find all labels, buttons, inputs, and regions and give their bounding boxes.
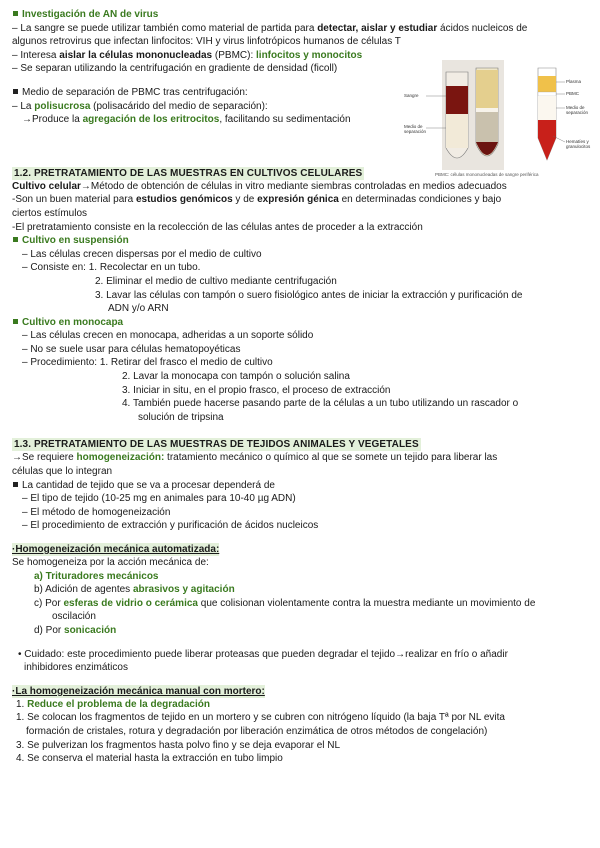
schematic-tube-icon xyxy=(538,68,556,160)
bullet-square-icon xyxy=(13,319,18,324)
text-line: – La sangre se puede utilizar también como material de partida para detectar, aislar y estudiar ácidos nucleicos de xyxy=(12,22,528,34)
text-line: – Las células crecen dispersas por el medio de cultivo xyxy=(22,248,262,260)
text-line: -El pretratamiento consiste en la recolección de las células antes de proceder a la extracción xyxy=(12,221,423,233)
bullet-square-icon xyxy=(13,482,18,487)
text-line: – La polisucrosa (polisacárido del medio de separación): xyxy=(12,100,268,112)
bullet-square-icon xyxy=(13,11,18,16)
text-line: – Interesa aislar la células mononucleadas (PBMC): linfocitos y monocitos xyxy=(12,49,363,61)
text-line: 4. También puede hacerse pasando parte de la células a un tubo utilizando un rascador o xyxy=(122,398,519,410)
text-line: ADN y/o ARN xyxy=(108,303,169,315)
label-medio-separacion-2: Medio de separación xyxy=(566,105,589,115)
bullet-square-icon xyxy=(13,237,18,242)
text-line: b) Adición de agentes abrasivos y agitación xyxy=(34,584,235,596)
text-line: Medio de separación de PBMC tras centrifugación: xyxy=(12,86,590,100)
subsection-monocapa: Cultivo en monocapa xyxy=(12,316,590,330)
bullet-square-icon xyxy=(13,89,18,94)
text-line: – Las células crecen en monocapa, adheridas a un soporte sólido xyxy=(22,330,314,342)
text-line: 2. Eliminar el medio de cultivo mediante centrifugación xyxy=(95,275,337,287)
tube-after-icon xyxy=(476,68,498,156)
text-line: – No se suele usar para células hematopoyéticas xyxy=(22,343,241,355)
text-line: a) Trituradores mecánicos xyxy=(34,570,159,582)
label-hematies: Hematíes y granulocitos xyxy=(566,139,591,149)
text-line: -Son un buen material para estudios genómicos y de expresión génica en determinadas condiciones y bajo xyxy=(12,194,502,206)
text-line: células que lo integran xyxy=(12,466,113,478)
text-line: →Se requiere homogeneización: tratamiento mecánico o químico al que se somete un tejido para liberar las xyxy=(12,452,498,464)
text-line: 3. Lavar las células con tampón o suero fisiológico antes de iniciar la extracción y purificación de xyxy=(95,289,523,301)
subheading-mortero: ·La homogeneización mecánica manual con mortero: xyxy=(12,685,265,697)
text-line: 1. Se colocan los fragmentos de tejido en un mortero y se cubren con nitrógeno líquido (la baja Tª por NL evita xyxy=(16,712,505,724)
text-line: – Consiste en: 1. Recolectar en un tubo. xyxy=(22,262,201,274)
text-line: – Se separan utilizando la centrifugación en gradiente de densidad (ficoll) xyxy=(12,63,338,75)
text-line: 3. Iniciar in situ, en el propio frasco, el proceso de extracción xyxy=(122,384,391,396)
text-line: La cantidad de tejido que se va a procesar dependerá de xyxy=(12,479,590,493)
text-line: c) Por esferas de vidrio o cerámica que colisionan violentamente contra la muestra mediante un movimiento de xyxy=(34,597,536,609)
text-line: – Procedimiento: 1. Retirar del frasco el medio de cultivo xyxy=(22,357,273,369)
label-pbmc: PBMC xyxy=(566,91,580,96)
text-line: inhibidores enzimáticos xyxy=(24,662,128,674)
label-medio-separacion: Medio de separación xyxy=(404,124,427,134)
text-line: – El procedimiento de extracción y purificación de ácidos nucleicos xyxy=(22,520,319,532)
text-line: algunos retrovirus que infectan linfocitos: VIH y virus linfotrópicos humanos de células T xyxy=(12,36,401,48)
text-line: 4. Se conserva el material hasta la extracción en tubo limpio xyxy=(16,753,283,765)
tubes-illustration xyxy=(400,60,590,172)
text-line: solución de tripsina xyxy=(138,411,224,423)
pbmc-tubes-figure xyxy=(400,60,590,180)
text-line: ciertos estímulos xyxy=(12,207,88,219)
text-line: formación de cristales, rotura y degradación por liberación enzimática de otros métodos de congelación) xyxy=(26,725,488,737)
tube-before-icon xyxy=(446,72,468,158)
subheading-automatizada: ·Homogeneización mecánica automatizada: xyxy=(12,544,220,555)
section-heading-cultivos: 1.2. PRETRATAMIENTO DE LAS MUESTRAS EN CULTIVOS CELULARES xyxy=(14,167,363,179)
text-line: d) Por sonicación xyxy=(34,624,117,636)
text-line: 2. Lavar la monocapa con tampón o solución salina xyxy=(122,371,350,383)
label-sangre: Sangre xyxy=(404,93,419,98)
text-line: • Cuidado: este procedimiento puede liberar proteasas que pueden degradar el tejido→realizar en frío o añadir xyxy=(18,648,508,660)
text-line: Cultivo celular→Método de obtención de células in vitro mediante siembras controladas en medios adecuados xyxy=(12,180,507,192)
text-line: 1. Reduce el problema de la degradación xyxy=(16,698,210,710)
text-line: oscilación xyxy=(52,611,96,623)
figure-caption: PBMC: células mononucleadas de sangre periférica xyxy=(435,172,539,177)
text-line: 3. Se pulverizan los fragmentos hasta polvo fino y se deja evaporar el NL xyxy=(16,739,341,751)
text-line: – El método de homogeneización xyxy=(22,506,171,518)
text-line: →Produce la agregación de los eritrocitos, facilitando su sedimentación xyxy=(22,114,351,126)
text-line: Se homogeneiza por la acción mecánica de: xyxy=(12,557,209,568)
section-heading-tejidos: 1.3. PRETRATAMIENTO DE LAS MUESTRAS DE TEJIDOS ANIMALES Y VEGETALES xyxy=(14,439,419,451)
section-virus-title: Investigación de AN de virus xyxy=(12,8,590,22)
label-plasma: Plasma xyxy=(566,79,582,84)
subsection-suspension: Cultivo en suspensión xyxy=(12,234,590,248)
text-line: – El tipo de tejido (10-25 mg en animales para 10-40 µg ADN) xyxy=(22,493,296,505)
